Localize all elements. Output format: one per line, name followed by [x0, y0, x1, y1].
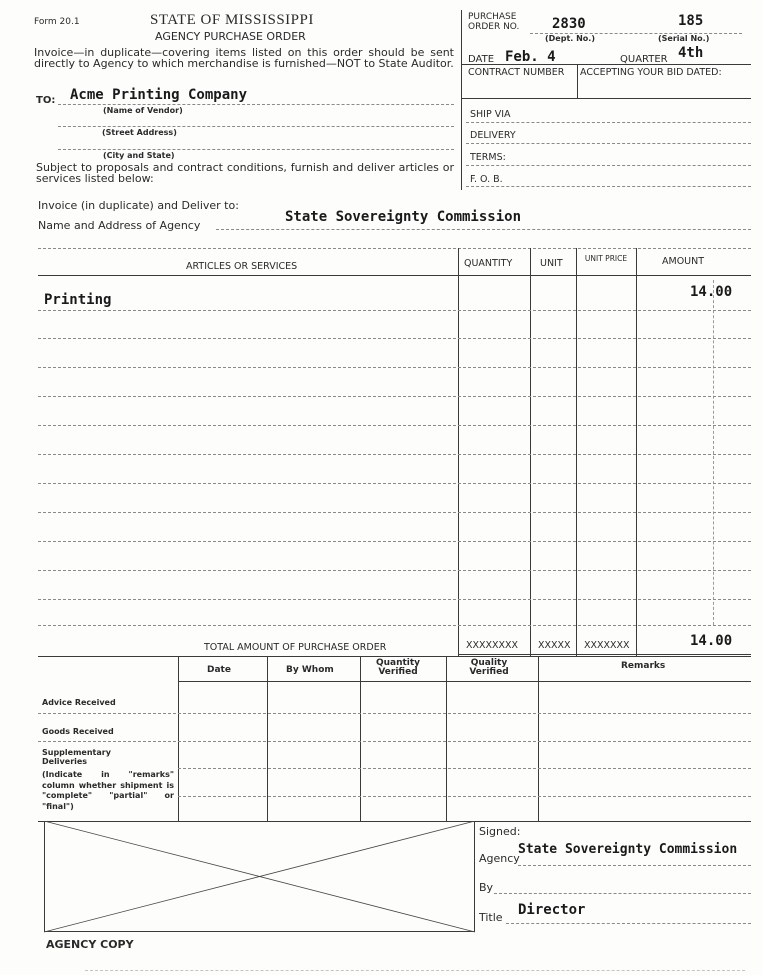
- total-label: TOTAL AMOUNT OF PURCHASE ORDER: [204, 642, 387, 653]
- goods-received-label: Goods Received: [42, 727, 114, 736]
- item-row-line: [38, 570, 751, 571]
- unit-header: UNIT: [540, 258, 563, 269]
- unit-price-header: UNIT PRICE: [584, 254, 628, 263]
- articles-header: ARTICLES OR SERVICES: [186, 261, 298, 272]
- remarks-header: Remarks: [621, 661, 666, 671]
- form-number: Form 20.1: [34, 17, 80, 27]
- agency-name-line: [216, 229, 751, 230]
- agency-name-address-label: Name and Address of Agency: [38, 219, 201, 232]
- invoice-deliver-label: Invoice (in duplicate) and Deliver to:: [38, 199, 239, 212]
- advice-received-label: Advice Received: [42, 698, 116, 707]
- dept-number: 2830: [552, 16, 586, 32]
- item-row-line: [38, 483, 751, 484]
- item-row-line: [38, 625, 751, 626]
- signed-label: Signed:: [479, 825, 521, 838]
- advice-row-line: [38, 713, 751, 714]
- to-label: TO:: [36, 95, 56, 106]
- agency-copy-label: AGENCY COPY: [46, 938, 134, 951]
- date-label: DATE: [468, 54, 495, 65]
- serial-no-caption: (Serial No.): [658, 34, 710, 43]
- street-caption: (Street Address): [102, 128, 177, 137]
- total-quantity-placeholder: XXXXXXXX: [466, 640, 519, 651]
- item-row-line: [38, 367, 751, 368]
- supplementary-deliveries-label: Supplementary Deliveries: [42, 748, 111, 766]
- supplementary-row-line: [178, 768, 751, 769]
- ship-via-label: SHIP VIA: [470, 109, 511, 120]
- quantity-header: QUANTITY: [464, 258, 513, 269]
- form-subtitle: AGENCY PURCHASE ORDER: [155, 30, 306, 43]
- contract-bottom-line: [461, 98, 751, 99]
- state-title: STATE OF MISSISSIPPI: [150, 12, 314, 28]
- total-bottom-line: [458, 654, 751, 655]
- po-label-1: PURCHASE: [468, 12, 517, 22]
- agency-address-line: [38, 248, 751, 249]
- po-block-divider: [461, 10, 462, 190]
- page-edge-perforation: [85, 970, 745, 971]
- invoice-instructions: Invoice—in duplicate—covering items listed on this order should be sent directly to Agency to which merchandise is furnished—NOT to State Auditor.: [34, 46, 454, 70]
- delivery-label: DELIVERY: [470, 130, 516, 141]
- total-unit-price-placeholder: XXXXXXX: [584, 640, 630, 651]
- cents-column-line: [713, 280, 714, 625]
- conditions-text: Subject to proposals and contract conditions, furnish and deliver articles or services listed below:: [36, 161, 454, 185]
- street-line: [58, 126, 454, 127]
- total-amount: 14.00: [690, 633, 733, 649]
- city-line: [58, 149, 454, 150]
- contract-number-label: CONTRACT NUMBER: [468, 67, 565, 78]
- sig-agency-line: [518, 865, 751, 866]
- item-row-line: [38, 310, 751, 311]
- item-row-line: [38, 454, 751, 455]
- vendor-name: Acme Printing Company: [70, 87, 248, 103]
- contract-divider: [577, 64, 578, 98]
- accepting-bid-label: ACCEPTING YOUR BID DATED:: [580, 67, 722, 78]
- supplementary-note: (Indicate in "remarks" column whether shipment is "complete" "partial" or "final"): [42, 770, 174, 811]
- dept-no-caption: (Dept. No.): [545, 34, 595, 43]
- sig-by-label: By: [479, 881, 494, 894]
- quality-verified-header: Quality Verified: [469, 658, 509, 677]
- item-article: Printing: [44, 292, 112, 308]
- receiving-by-whom-header: By Whom: [286, 665, 334, 675]
- total-unit-placeholder: XXXXX: [538, 640, 571, 651]
- receiving-top-line: [38, 656, 751, 657]
- agency-name: State Sovereignty Commission: [285, 209, 522, 225]
- po-label-2: ORDER NO.: [468, 22, 520, 32]
- ship-via-line: [466, 122, 751, 123]
- item-row-line: [38, 338, 751, 339]
- receiving-header-bottom-line: [178, 681, 751, 682]
- item-amount: 14.00: [690, 284, 733, 300]
- terms-label: TERMS:: [470, 152, 506, 163]
- item-row-line: [38, 425, 751, 426]
- quarter-label: QUARTER: [620, 54, 668, 65]
- sig-agency-label: Agency: [479, 852, 520, 865]
- sig-title-line: [506, 923, 751, 924]
- city-caption: (City and State): [103, 151, 175, 160]
- quantity-verified-header: Quantity Verified: [375, 658, 421, 677]
- sig-agency-name: State Sovereignty Commission: [518, 842, 738, 857]
- fob-label: F. O. B.: [470, 174, 503, 185]
- date-line: [461, 64, 751, 65]
- item-row-line: [38, 512, 751, 513]
- date-value: Feb. 4: [505, 49, 556, 65]
- quarter-value: 4th: [678, 45, 704, 61]
- crossed-out-box: [44, 821, 476, 933]
- sig-by-line: [494, 893, 751, 894]
- item-row-line: [38, 396, 751, 397]
- vendor-name-caption: (Name of Vendor): [103, 106, 183, 115]
- vendor-name-line: [58, 104, 454, 105]
- amount-header: AMOUNT: [662, 256, 705, 267]
- goods-row-line: [38, 741, 751, 742]
- item-row-line: [38, 541, 751, 542]
- delivery-line: [466, 143, 751, 144]
- terms-line: [466, 165, 751, 166]
- serial-number: 185: [678, 13, 704, 29]
- fob-line: [466, 186, 751, 187]
- items-header-bottom-line: [38, 275, 751, 276]
- supplementary-row-line: [178, 796, 751, 797]
- sig-title-value: Director: [518, 902, 586, 918]
- sig-title-label: Title: [479, 911, 503, 924]
- item-row-line: [38, 599, 751, 600]
- receiving-date-header: Date: [207, 665, 231, 675]
